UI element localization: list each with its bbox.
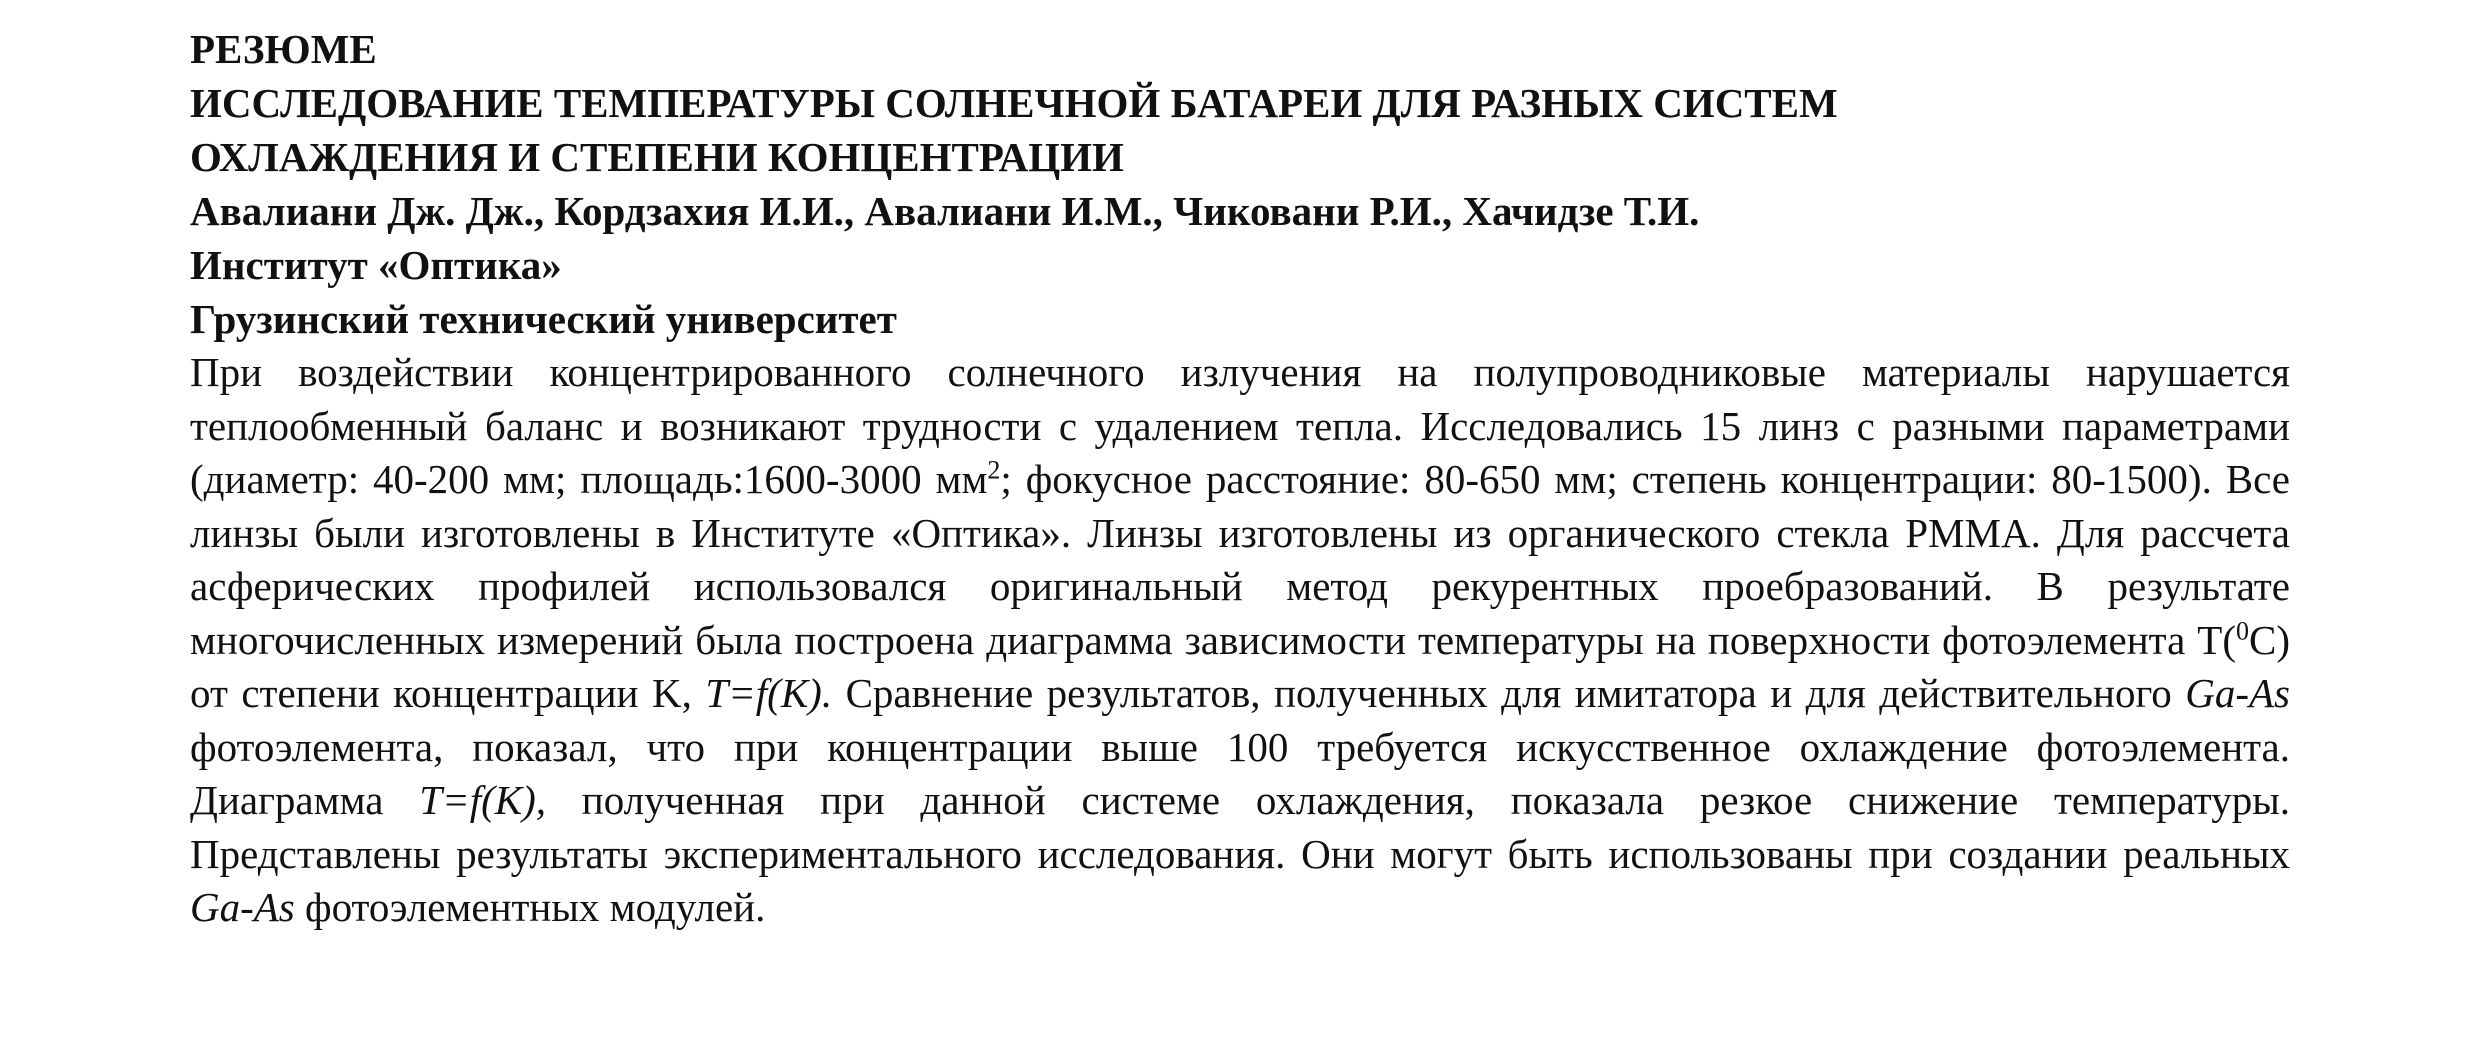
document-page bbox=[190, 22, 2290, 935]
abstract-text-7: фотоэлементных модулей. bbox=[294, 884, 766, 930]
formula-t-f-k: T=f(K), bbox=[419, 777, 546, 823]
abstract-text-2: ; фокусное расстояние: 80-650 мм; степень концентрации: 80-1500). Все линзы были изготовлены в Институте «Оптика». Линзы изготовлены из органического стекла PMMA. Для рассчета асферических профилей использовался оригинальный метод рекурентных проебразований. В результате многочисленных измерений была построена диаграмма зависимости температуры на поверхности фотоэлемента T( bbox=[190, 456, 2290, 663]
institute: Институт «Оптика» bbox=[190, 242, 562, 288]
authors: Авалиани Дж. Дж., Кордзахия И.И., Авалиани И.М., Чиковани Р.И., Хачидзе Т.И. bbox=[190, 188, 1700, 234]
abstract-paragraph bbox=[190, 346, 2290, 935]
superscript-degree: 0 bbox=[2236, 615, 2249, 645]
superscript-squared: 2 bbox=[987, 455, 1001, 485]
abstract-text-5: фотоэлемента, показал, что при концентрации выше 100 требуется искусственное охлаждение фотоэлемента. Диаграмма bbox=[190, 723, 2290, 823]
title-line-2: ОХЛАЖДЕНИЯ И СТЕПЕНИ КОНЦЕНТРАЦИИ bbox=[190, 134, 1124, 180]
abstract-text-3: C) от степени концентрации K, bbox=[190, 616, 2290, 716]
material-ga-as: Ga-As bbox=[190, 884, 295, 930]
formula-t-f-k: T=f(K). bbox=[705, 670, 833, 716]
material-ga-as: Ga-As bbox=[2185, 670, 2290, 716]
section-label: РЕЗЮМЕ bbox=[190, 26, 377, 72]
abstract-text-4: Сравнение результатов, полученных для имитатора и для действительного bbox=[832, 670, 2186, 716]
university: Грузинский технический университет bbox=[190, 296, 897, 342]
abstract-text-6: полученная при данной системе охлаждения, показала резкое снижение температуры. Представлены результаты экспериментального исследования. Они могут быть использованы при создании реальных bbox=[190, 777, 2290, 877]
title-line-1: ИССЛЕДОВАНИЕ ТЕМПЕРАТУРЫ СОЛНЕЧНОЙ БАТАРЕИ ДЛЯ РАЗНЫХ СИСТЕМ bbox=[190, 80, 1838, 126]
abstract-text-1: При воздействии концентрированного солнечного излучения на полупроводниковые материалы нарушается теплообменный баланс и возникают трудности с удалением тепла. Исследовались 15 линз с разными параметрами (диаметр: 40-200 мм; площадь:1600-3000 мм bbox=[190, 349, 2290, 502]
